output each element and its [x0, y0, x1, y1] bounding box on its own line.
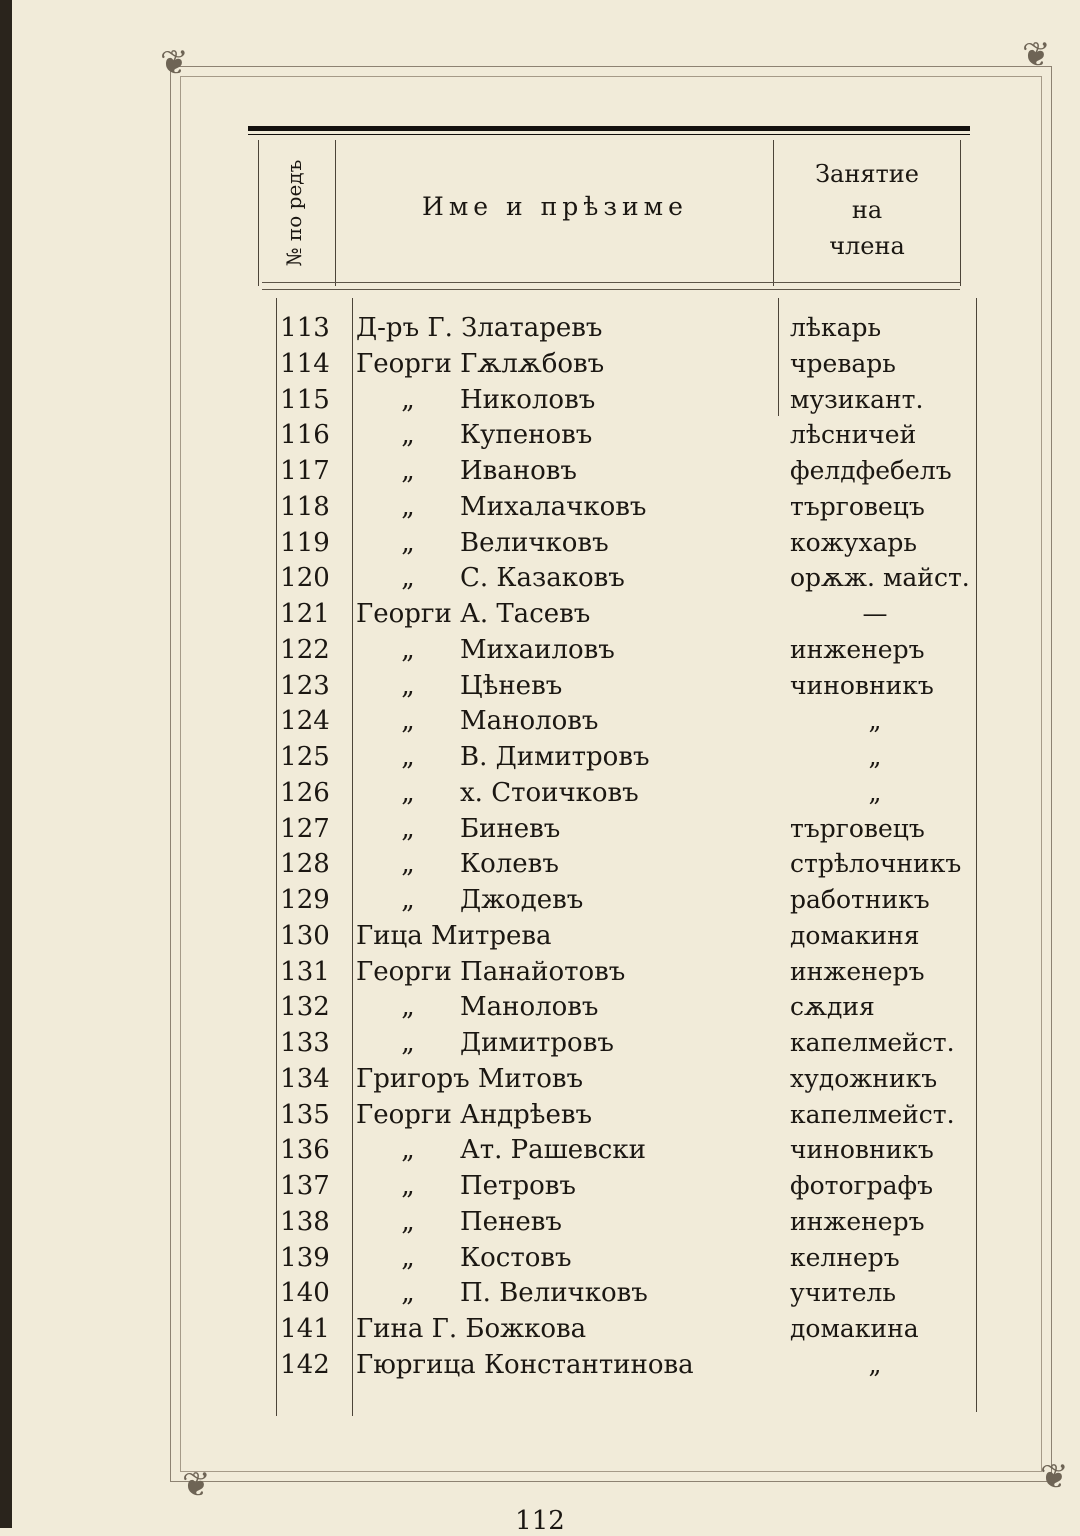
table-row — [0, 1347, 1080, 1383]
given-name: „ — [401, 1207, 415, 1237]
given-name: „ — [401, 1243, 415, 1273]
member-name — [356, 1025, 776, 1061]
member-name — [356, 668, 776, 704]
occupation: кожухарь — [790, 528, 918, 557]
member-name — [356, 453, 776, 489]
table-row — [0, 525, 1080, 561]
row-number: 128 — [280, 849, 330, 879]
member-name — [356, 703, 776, 739]
surname: Ат. Рашевски — [460, 1135, 646, 1165]
occupation: фелдфебелъ — [790, 456, 952, 485]
surname: Константинова — [483, 1350, 694, 1380]
given-name: „ — [401, 778, 415, 808]
surname: Г. Божкова — [431, 1314, 587, 1344]
row-number: 130 — [280, 921, 330, 951]
given-name: Д-ръ Г. — [356, 313, 453, 343]
surname: С. Казаковъ — [460, 563, 625, 593]
member-name — [356, 811, 776, 847]
surname: Биневъ — [460, 814, 561, 844]
surname: Михалачковъ — [460, 492, 647, 522]
corner-ornament-icon: ❦ — [1022, 35, 1051, 75]
member-name — [356, 632, 776, 668]
table-row — [0, 632, 1080, 668]
member-name — [356, 1347, 776, 1383]
row-number: 113 — [280, 313, 330, 343]
row-number: 133 — [280, 1028, 330, 1058]
table-row — [0, 1168, 1080, 1204]
given-name: Гица — [356, 921, 423, 951]
surname: Ивановъ — [460, 456, 577, 486]
given-name: „ — [401, 885, 415, 915]
member-name — [356, 775, 776, 811]
surname: Костовъ — [460, 1243, 572, 1273]
row-number: 137 — [280, 1171, 330, 1201]
given-name: „ — [401, 456, 415, 486]
occupation: „ — [868, 742, 882, 771]
member-name — [356, 739, 776, 775]
surname: Митовъ — [477, 1064, 584, 1094]
row-number: 125 — [280, 742, 330, 772]
given-name: Григоръ — [356, 1064, 470, 1094]
column-header-occupation: Занятие на члена — [815, 160, 919, 260]
row-number: 121 — [280, 599, 330, 629]
occupation: „ — [868, 1350, 882, 1379]
occupation: лѣкарь — [790, 313, 882, 342]
occupation: капелмейст. — [790, 1100, 955, 1129]
surname: Джодевъ — [460, 885, 584, 915]
table-row — [0, 668, 1080, 704]
occupation: художникъ — [790, 1064, 938, 1093]
row-number: 114 — [280, 349, 330, 379]
row-number: 140 — [280, 1278, 330, 1308]
row-number: 123 — [280, 671, 330, 701]
table-row — [0, 1061, 1080, 1097]
given-name: „ — [401, 420, 415, 450]
row-number: 131 — [280, 957, 330, 987]
surname: А. Тасевъ — [460, 599, 591, 629]
table-row — [0, 703, 1080, 739]
given-name: „ — [401, 814, 415, 844]
row-number: 134 — [280, 1064, 330, 1094]
surname: Митрева — [431, 921, 552, 951]
member-name — [356, 489, 776, 525]
given-name: „ — [401, 742, 415, 772]
surname: Купеновъ — [460, 420, 593, 450]
occupation: орѫж. майст. — [790, 563, 970, 592]
occupation: чреварь — [790, 349, 896, 378]
occupation: учитель — [790, 1278, 897, 1307]
occupation: домакина — [790, 1314, 919, 1343]
occupation: сѫдия — [790, 992, 875, 1021]
row-number: 124 — [280, 706, 330, 736]
given-name: Гина — [356, 1314, 424, 1344]
given-name: „ — [401, 492, 415, 522]
given-name: „ — [401, 671, 415, 701]
table-row — [0, 1204, 1080, 1240]
column-header-number: № по редъ — [282, 159, 306, 266]
given-name: Георги — [356, 349, 452, 379]
occupation: чиновникъ — [790, 1135, 934, 1164]
occupation: фотографъ — [790, 1171, 933, 1200]
member-name — [356, 596, 776, 632]
member-name — [356, 382, 776, 418]
member-name — [356, 1275, 776, 1311]
table-row — [0, 918, 1080, 954]
surname: Панайотовъ — [460, 957, 626, 987]
table-row — [0, 489, 1080, 525]
table-row — [0, 346, 1080, 382]
given-name: „ — [401, 528, 415, 558]
member-name — [356, 918, 776, 954]
row-number: 141 — [280, 1314, 330, 1344]
member-name — [356, 346, 776, 382]
table-row — [0, 739, 1080, 775]
row-number: 135 — [280, 1100, 330, 1130]
given-name: „ — [401, 563, 415, 593]
table-row — [0, 846, 1080, 882]
occupation: „ — [868, 706, 882, 735]
given-name: „ — [401, 849, 415, 879]
surname: Михаиловъ — [460, 635, 615, 665]
surname: Пеневъ — [460, 1207, 562, 1237]
occupation: стрѣлочникъ — [790, 849, 962, 878]
table-row — [0, 1311, 1080, 1347]
member-name — [356, 1061, 776, 1097]
occupation: инженеръ — [790, 1207, 925, 1236]
row-number: 132 — [280, 992, 330, 1022]
row-number: 142 — [280, 1350, 330, 1380]
surname: Златаревъ — [461, 313, 603, 343]
row-number: 139 — [280, 1243, 330, 1273]
table-row — [0, 560, 1080, 596]
occupation: търговецъ — [790, 814, 925, 843]
member-name — [356, 1168, 776, 1204]
occupation: чиновникъ — [790, 671, 934, 700]
surname: Цѣневъ — [460, 671, 563, 701]
surname: В. Димитровъ — [460, 742, 650, 772]
table-row — [0, 453, 1080, 489]
given-name: „ — [401, 1028, 415, 1058]
row-number: 115 — [280, 385, 330, 415]
given-name: Георги — [356, 1100, 452, 1130]
given-name: Георги — [356, 599, 452, 629]
member-name — [356, 1240, 776, 1276]
member-name — [356, 560, 776, 596]
surname: П. Величковъ — [460, 1278, 648, 1308]
member-name — [356, 525, 776, 561]
member-name — [356, 417, 776, 453]
table-row — [0, 596, 1080, 632]
member-name — [356, 846, 776, 882]
table-row — [0, 1132, 1080, 1168]
corner-ornament-icon: ❦ — [160, 43, 189, 83]
column-header-name: Име и прѣзиме — [422, 192, 688, 221]
surname: Николовъ — [460, 385, 596, 415]
table-row — [0, 382, 1080, 418]
table-row — [0, 1240, 1080, 1276]
row-number: 138 — [280, 1207, 330, 1237]
surname: Андрѣевъ — [460, 1100, 593, 1130]
table-row — [0, 954, 1080, 990]
row-number: 118 — [280, 492, 330, 522]
table-row — [0, 1097, 1080, 1133]
member-name — [356, 1204, 776, 1240]
row-number: 116 — [280, 420, 330, 450]
row-number: 126 — [280, 778, 330, 808]
table-row — [0, 310, 1080, 346]
member-name — [356, 310, 776, 346]
corner-ornament-icon: ❦ — [1040, 1457, 1069, 1497]
member-name — [356, 882, 776, 918]
member-name — [356, 954, 776, 990]
given-name: „ — [401, 1171, 415, 1201]
surname: Димитровъ — [460, 1028, 614, 1058]
given-name: „ — [401, 706, 415, 736]
row-number: 122 — [280, 635, 330, 665]
table-row — [0, 1025, 1080, 1061]
occupation: работникъ — [790, 885, 930, 914]
given-name: Георги — [356, 957, 452, 987]
occupation: — — [862, 599, 888, 628]
table-row — [0, 882, 1080, 918]
occupation: капелмейст. — [790, 1028, 955, 1057]
given-name: „ — [401, 385, 415, 415]
occupation: музикант. — [790, 385, 924, 414]
occupation: инженеръ — [790, 957, 925, 986]
given-name: „ — [401, 1278, 415, 1308]
surname: Гѫлѫбовъ — [460, 349, 605, 379]
given-name: „ — [401, 992, 415, 1022]
corner-ornament-icon: ❦ — [182, 1465, 211, 1505]
row-number: 136 — [280, 1135, 330, 1165]
row-number: 117 — [280, 456, 330, 486]
row-number: 119 — [280, 528, 330, 558]
row-number: 129 — [280, 885, 330, 915]
table-row — [0, 775, 1080, 811]
surname: х. Стоичковъ — [460, 778, 639, 808]
member-name — [356, 1097, 776, 1133]
given-name: „ — [401, 1135, 415, 1165]
member-name — [356, 1311, 776, 1347]
surname: Величковъ — [460, 528, 609, 558]
occupation: келнеръ — [790, 1243, 900, 1272]
table-row — [0, 1275, 1080, 1311]
given-name: Гюргица — [356, 1350, 476, 1380]
occupation: търговецъ — [790, 492, 925, 521]
member-name — [356, 989, 776, 1025]
page-number: 112 — [515, 1506, 565, 1536]
table-row — [0, 989, 1080, 1025]
given-name: „ — [401, 635, 415, 665]
surname: Маноловъ — [460, 992, 599, 1022]
occupation: инженеръ — [790, 635, 925, 664]
occupation: домакиня — [790, 921, 920, 950]
row-number: 127 — [280, 814, 330, 844]
member-name — [356, 1132, 776, 1168]
surname: Петровъ — [460, 1171, 576, 1201]
table-row — [0, 811, 1080, 847]
surname: Колевъ — [460, 849, 559, 879]
row-number: 120 — [280, 563, 330, 593]
occupation: „ — [868, 778, 882, 807]
occupation: лѣсничей — [790, 420, 917, 449]
surname: Маноловъ — [460, 706, 599, 736]
table-row — [0, 417, 1080, 453]
